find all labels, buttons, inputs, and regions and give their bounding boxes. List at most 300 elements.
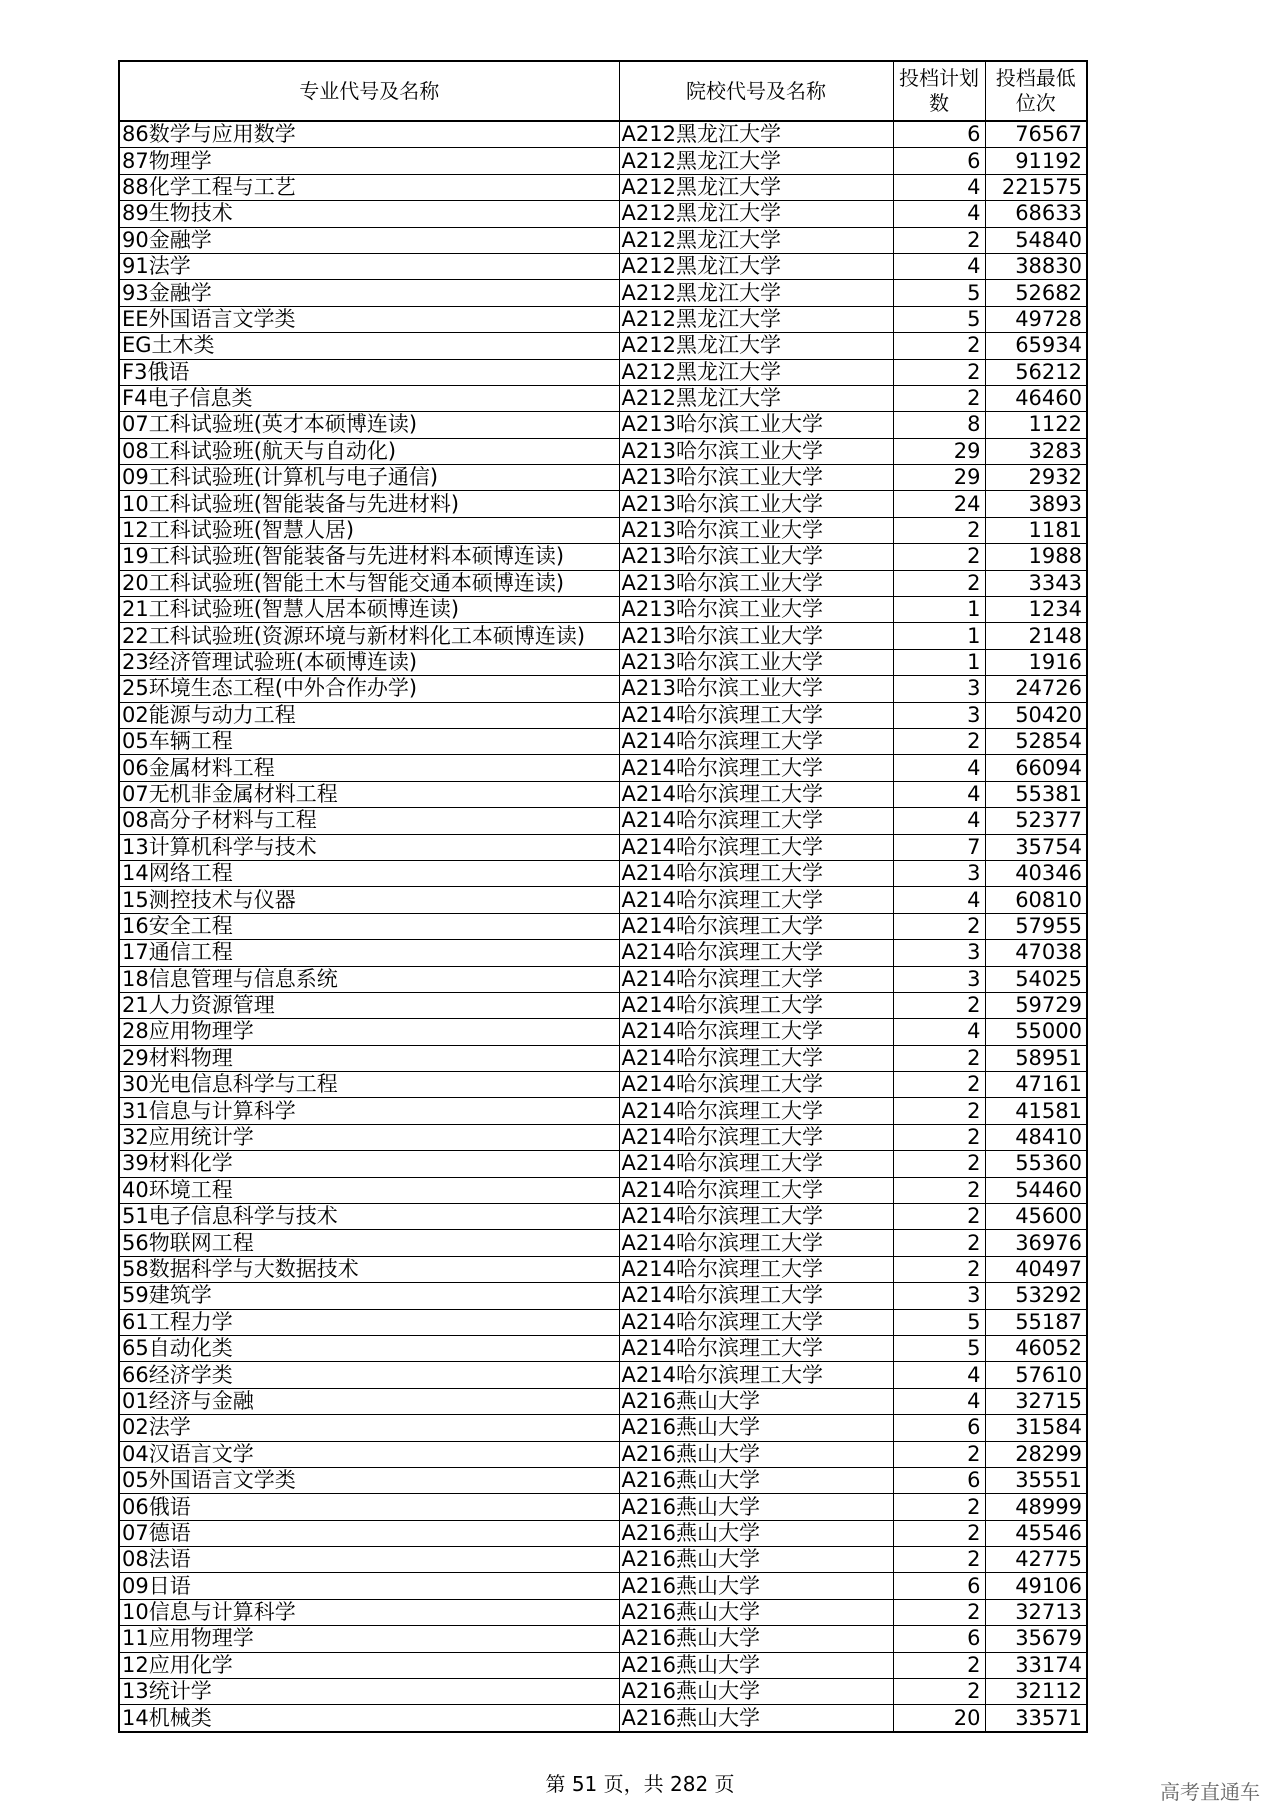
school-cell: A214哈尔滨理工大学 <box>619 966 893 992</box>
table-row <box>119 280 1087 306</box>
plan-count-cell: 3 <box>893 860 985 886</box>
school-cell: A214哈尔滨理工大学 <box>619 1256 893 1282</box>
min-rank-cell: 48999 <box>985 1494 1087 1520</box>
table-row <box>119 306 1087 332</box>
major-cell: 58数据科学与大数据技术 <box>119 1256 619 1282</box>
major-cell: 16安全工程 <box>119 913 619 939</box>
min-rank-cell: 40497 <box>985 1256 1087 1282</box>
plan-count-cell: 2 <box>893 728 985 754</box>
major-cell: 39材料化学 <box>119 1151 619 1177</box>
major-cell: F3俄语 <box>119 359 619 385</box>
school-cell: A214哈尔滨理工大学 <box>619 913 893 939</box>
school-cell: A214哈尔滨理工大学 <box>619 1362 893 1388</box>
major-cell: 18信息管理与信息系统 <box>119 966 619 992</box>
school-cell: A216燕山大学 <box>619 1547 893 1573</box>
plan-count-cell: 2 <box>893 1204 985 1230</box>
min-rank-cell: 41581 <box>985 1098 1087 1124</box>
school-cell: A214哈尔滨理工大学 <box>619 1045 893 1071</box>
min-rank-cell: 32713 <box>985 1599 1087 1625</box>
table-row <box>119 1256 1087 1282</box>
plan-count-cell: 2 <box>893 570 985 596</box>
school-cell: A214哈尔滨理工大学 <box>619 1019 893 1045</box>
table-row <box>119 227 1087 253</box>
major-cell: 14网络工程 <box>119 860 619 886</box>
school-cell: A214哈尔滨理工大学 <box>619 1124 893 1150</box>
table-row <box>119 1019 1087 1045</box>
plan-count-cell: 4 <box>893 1019 985 1045</box>
major-cell: 66经济学类 <box>119 1362 619 1388</box>
min-rank-cell: 55360 <box>985 1151 1087 1177</box>
min-rank-cell: 57610 <box>985 1362 1087 1388</box>
major-cell: 08高分子材料与工程 <box>119 808 619 834</box>
page-number: 第 51 页，共 282 页 <box>545 1772 735 1796</box>
table-row <box>119 1599 1087 1625</box>
table-row <box>119 1362 1087 1388</box>
plan-count-cell: 20 <box>893 1705 985 1732</box>
plan-count-cell: 6 <box>893 1415 985 1441</box>
major-cell: 51电子信息科学与技术 <box>119 1204 619 1230</box>
school-cell: A214哈尔滨理工大学 <box>619 755 893 781</box>
plan-count-cell: 2 <box>893 1547 985 1573</box>
major-cell: 02能源与动力工程 <box>119 702 619 728</box>
plan-count-cell: 2 <box>893 1124 985 1150</box>
plan-count-cell: 2 <box>893 1230 985 1256</box>
school-cell: A213哈尔滨工业大学 <box>619 517 893 543</box>
table-row <box>119 1705 1087 1732</box>
major-cell: 04汉语言文学 <box>119 1441 619 1467</box>
table-row <box>119 1573 1087 1599</box>
major-cell: 22工科试验班(资源环境与新材料化工本硕博连读) <box>119 623 619 649</box>
plan-count-cell: 5 <box>893 280 985 306</box>
school-cell: A214哈尔滨理工大学 <box>619 1335 893 1361</box>
major-cell: 59建筑学 <box>119 1283 619 1309</box>
min-rank-cell: 28299 <box>985 1441 1087 1467</box>
major-cell: 05车辆工程 <box>119 728 619 754</box>
school-cell: A214哈尔滨理工大学 <box>619 728 893 754</box>
min-rank-cell: 1916 <box>985 649 1087 675</box>
major-cell: 05外国语言文学类 <box>119 1467 619 1493</box>
min-rank-cell: 68633 <box>985 201 1087 227</box>
major-cell: 12应用化学 <box>119 1652 619 1678</box>
table-row <box>119 702 1087 728</box>
header-major: 专业代号及名称 <box>119 61 619 121</box>
major-cell: 30光电信息科学与工程 <box>119 1072 619 1098</box>
major-cell: 08法语 <box>119 1547 619 1573</box>
table-row <box>119 887 1087 913</box>
plan-count-cell: 2 <box>893 385 985 411</box>
min-rank-cell: 49728 <box>985 306 1087 332</box>
major-cell: 86数学与应用数学 <box>119 121 619 148</box>
min-rank-cell: 54460 <box>985 1177 1087 1203</box>
table-row <box>119 121 1087 148</box>
major-cell: 21人力资源管理 <box>119 992 619 1018</box>
min-rank-cell: 58951 <box>985 1045 1087 1071</box>
table-row <box>119 1124 1087 1150</box>
major-cell: 13统计学 <box>119 1679 619 1705</box>
table-body <box>119 121 1087 1732</box>
table-row <box>119 385 1087 411</box>
school-cell: A216燕山大学 <box>619 1388 893 1414</box>
plan-count-cell: 4 <box>893 755 985 781</box>
min-rank-cell: 47038 <box>985 940 1087 966</box>
school-cell: A212黑龙江大学 <box>619 306 893 332</box>
table-row <box>119 253 1087 279</box>
plan-count-cell: 2 <box>893 544 985 570</box>
header-min-rank: 投档最低位次 <box>985 61 1087 121</box>
school-cell: A216燕山大学 <box>619 1573 893 1599</box>
plan-count-cell: 6 <box>893 1573 985 1599</box>
table-row <box>119 808 1087 834</box>
plan-count-cell: 4 <box>893 201 985 227</box>
major-cell: F4电子信息类 <box>119 385 619 411</box>
plan-count-cell: 2 <box>893 992 985 1018</box>
plan-count-cell: 5 <box>893 1309 985 1335</box>
min-rank-cell: 3893 <box>985 491 1087 517</box>
min-rank-cell: 32112 <box>985 1679 1087 1705</box>
min-rank-cell: 35679 <box>985 1626 1087 1652</box>
table-row <box>119 755 1087 781</box>
min-rank-cell: 55000 <box>985 1019 1087 1045</box>
plan-count-cell: 3 <box>893 940 985 966</box>
plan-count-cell: 3 <box>893 702 985 728</box>
min-rank-cell: 60810 <box>985 887 1087 913</box>
major-cell: 19工科试验班(智能装备与先进材料本硕博连读) <box>119 544 619 570</box>
min-rank-cell: 38830 <box>985 253 1087 279</box>
table-row <box>119 834 1087 860</box>
plan-count-cell: 2 <box>893 1045 985 1071</box>
min-rank-cell: 49106 <box>985 1573 1087 1599</box>
school-cell: A213哈尔滨工业大学 <box>619 412 893 438</box>
school-cell: A214哈尔滨理工大学 <box>619 860 893 886</box>
major-cell: 15测控技术与仪器 <box>119 887 619 913</box>
table-row <box>119 597 1087 623</box>
major-cell: 93金融学 <box>119 280 619 306</box>
table-row <box>119 1230 1087 1256</box>
plan-count-cell: 2 <box>893 1256 985 1282</box>
major-cell: 40环境工程 <box>119 1177 619 1203</box>
table-row <box>119 1335 1087 1361</box>
plan-count-cell: 2 <box>893 1441 985 1467</box>
plan-count-cell: 3 <box>893 1283 985 1309</box>
header-plan-count: 投档计划数 <box>893 61 985 121</box>
school-cell: A216燕山大学 <box>619 1652 893 1678</box>
school-cell: A212黑龙江大学 <box>619 121 893 148</box>
table-row <box>119 174 1087 200</box>
major-cell: 32应用统计学 <box>119 1124 619 1150</box>
table-row <box>119 1467 1087 1493</box>
major-cell: 91法学 <box>119 253 619 279</box>
table-row <box>119 728 1087 754</box>
school-cell: A212黑龙江大学 <box>619 359 893 385</box>
major-cell: 87物理学 <box>119 148 619 174</box>
table-row <box>119 966 1087 992</box>
table-row <box>119 1072 1087 1098</box>
school-cell: A212黑龙江大学 <box>619 174 893 200</box>
plan-count-cell: 1 <box>893 649 985 675</box>
plan-count-cell: 6 <box>893 121 985 148</box>
school-cell: A214哈尔滨理工大学 <box>619 1230 893 1256</box>
major-cell: 02法学 <box>119 1415 619 1441</box>
major-cell: 01经济与金融 <box>119 1388 619 1414</box>
table-row <box>119 1309 1087 1335</box>
plan-count-cell: 2 <box>893 359 985 385</box>
plan-count-cell: 2 <box>893 1151 985 1177</box>
table-row <box>119 201 1087 227</box>
min-rank-cell: 45600 <box>985 1204 1087 1230</box>
table-row <box>119 992 1087 1018</box>
school-cell: A213哈尔滨工业大学 <box>619 623 893 649</box>
school-cell: A212黑龙江大学 <box>619 201 893 227</box>
min-rank-cell: 32715 <box>985 1388 1087 1414</box>
major-cell: 13计算机科学与技术 <box>119 834 619 860</box>
table-row <box>119 1098 1087 1124</box>
school-cell: A214哈尔滨理工大学 <box>619 940 893 966</box>
header-school: 院校代号及名称 <box>619 61 893 121</box>
table-row <box>119 544 1087 570</box>
school-cell: A212黑龙江大学 <box>619 148 893 174</box>
major-cell: 10工科试验班(智能装备与先进材料) <box>119 491 619 517</box>
min-rank-cell: 1122 <box>985 412 1087 438</box>
plan-count-cell: 2 <box>893 1494 985 1520</box>
school-cell: A216燕山大学 <box>619 1679 893 1705</box>
table-row <box>119 1177 1087 1203</box>
table-row <box>119 1441 1087 1467</box>
school-cell: A214哈尔滨理工大学 <box>619 834 893 860</box>
admission-table <box>118 60 1088 1733</box>
plan-count-cell: 5 <box>893 306 985 332</box>
school-cell: A216燕山大学 <box>619 1520 893 1546</box>
min-rank-cell: 36976 <box>985 1230 1087 1256</box>
plan-count-cell: 8 <box>893 412 985 438</box>
table-row <box>119 1283 1087 1309</box>
table-row <box>119 649 1087 675</box>
school-cell: A213哈尔滨工业大学 <box>619 570 893 596</box>
school-cell: A216燕山大学 <box>619 1599 893 1625</box>
school-cell: A213哈尔滨工业大学 <box>619 597 893 623</box>
plan-count-cell: 2 <box>893 1177 985 1203</box>
major-cell: 07工科试验班(英才本硕博连读) <box>119 412 619 438</box>
major-cell: 28应用物理学 <box>119 1019 619 1045</box>
plan-count-cell: 6 <box>893 1467 985 1493</box>
school-cell: A214哈尔滨理工大学 <box>619 992 893 1018</box>
plan-count-cell: 7 <box>893 834 985 860</box>
min-rank-cell: 33571 <box>985 1705 1087 1732</box>
table-row <box>119 940 1087 966</box>
school-cell: A213哈尔滨工业大学 <box>619 465 893 491</box>
school-cell: A214哈尔滨理工大学 <box>619 1098 893 1124</box>
table-row <box>119 1045 1087 1071</box>
school-cell: A216燕山大学 <box>619 1494 893 1520</box>
plan-count-cell: 2 <box>893 1679 985 1705</box>
min-rank-cell: 91192 <box>985 148 1087 174</box>
plan-count-cell: 4 <box>893 781 985 807</box>
min-rank-cell: 1181 <box>985 517 1087 543</box>
min-rank-cell: 56212 <box>985 359 1087 385</box>
min-rank-cell: 24726 <box>985 676 1087 702</box>
table-row <box>119 676 1087 702</box>
plan-count-cell: 4 <box>893 1388 985 1414</box>
school-cell: A212黑龙江大学 <box>619 333 893 359</box>
major-cell: EE外国语言文学类 <box>119 306 619 332</box>
min-rank-cell: 221575 <box>985 174 1087 200</box>
school-cell: A212黑龙江大学 <box>619 385 893 411</box>
school-cell: A214哈尔滨理工大学 <box>619 702 893 728</box>
major-cell: 10信息与计算科学 <box>119 1599 619 1625</box>
school-cell: A214哈尔滨理工大学 <box>619 1309 893 1335</box>
table-row <box>119 412 1087 438</box>
major-cell: 20工科试验班(智能土木与智能交通本硕博连读) <box>119 570 619 596</box>
school-cell: A212黑龙江大学 <box>619 280 893 306</box>
major-cell: 88化学工程与工艺 <box>119 174 619 200</box>
table-row <box>119 781 1087 807</box>
min-rank-cell: 35551 <box>985 1467 1087 1493</box>
plan-count-cell: 2 <box>893 913 985 939</box>
school-cell: A212黑龙江大学 <box>619 227 893 253</box>
school-cell: A213哈尔滨工业大学 <box>619 438 893 464</box>
major-cell: 89生物技术 <box>119 201 619 227</box>
major-cell: 14机械类 <box>119 1705 619 1732</box>
school-cell: A213哈尔滨工业大学 <box>619 649 893 675</box>
major-cell: 65自动化类 <box>119 1335 619 1361</box>
school-cell: A214哈尔滨理工大学 <box>619 1177 893 1203</box>
min-rank-cell: 2932 <box>985 465 1087 491</box>
plan-count-cell: 2 <box>893 1098 985 1124</box>
min-rank-cell: 42775 <box>985 1547 1087 1573</box>
table-row <box>119 1415 1087 1441</box>
school-cell: A213哈尔滨工业大学 <box>619 544 893 570</box>
min-rank-cell: 54840 <box>985 227 1087 253</box>
min-rank-cell: 35754 <box>985 834 1087 860</box>
major-cell: 56物联网工程 <box>119 1230 619 1256</box>
min-rank-cell: 76567 <box>985 121 1087 148</box>
min-rank-cell: 1234 <box>985 597 1087 623</box>
table-row <box>119 860 1087 886</box>
plan-count-cell: 2 <box>893 1599 985 1625</box>
major-cell: 06俄语 <box>119 1494 619 1520</box>
major-cell: 07无机非金属材料工程 <box>119 781 619 807</box>
plan-count-cell: 3 <box>893 966 985 992</box>
school-cell: A214哈尔滨理工大学 <box>619 1283 893 1309</box>
min-rank-cell: 59729 <box>985 992 1087 1018</box>
min-rank-cell: 55381 <box>985 781 1087 807</box>
table-row <box>119 1388 1087 1414</box>
major-cell: 61工程力学 <box>119 1309 619 1335</box>
major-cell: 31信息与计算科学 <box>119 1098 619 1124</box>
min-rank-cell: 52682 <box>985 280 1087 306</box>
plan-count-cell: 4 <box>893 253 985 279</box>
min-rank-cell: 46460 <box>985 385 1087 411</box>
plan-count-cell: 2 <box>893 517 985 543</box>
table-row <box>119 438 1087 464</box>
min-rank-cell: 3283 <box>985 438 1087 464</box>
major-cell: 07德语 <box>119 1520 619 1546</box>
table-row <box>119 570 1087 596</box>
school-cell: A214哈尔滨理工大学 <box>619 1151 893 1177</box>
table-row <box>119 1520 1087 1546</box>
min-rank-cell: 2148 <box>985 623 1087 649</box>
min-rank-cell: 3343 <box>985 570 1087 596</box>
table-row <box>119 913 1087 939</box>
plan-count-cell: 5 <box>893 1335 985 1361</box>
major-cell: EG土木类 <box>119 333 619 359</box>
major-cell: 09日语 <box>119 1573 619 1599</box>
plan-count-cell: 6 <box>893 148 985 174</box>
school-cell: A216燕山大学 <box>619 1705 893 1732</box>
table-row <box>119 1626 1087 1652</box>
min-rank-cell: 57955 <box>985 913 1087 939</box>
plan-count-cell: 2 <box>893 1520 985 1546</box>
school-cell: A214哈尔滨理工大学 <box>619 1204 893 1230</box>
plan-count-cell: 2 <box>893 227 985 253</box>
table-row <box>119 333 1087 359</box>
min-rank-cell: 45546 <box>985 1520 1087 1546</box>
school-cell: A216燕山大学 <box>619 1467 893 1493</box>
school-cell: A212黑龙江大学 <box>619 253 893 279</box>
major-cell: 23经济管理试验班(本硕博连读) <box>119 649 619 675</box>
school-cell: A214哈尔滨理工大学 <box>619 887 893 913</box>
min-rank-cell: 1988 <box>985 544 1087 570</box>
min-rank-cell: 50420 <box>985 702 1087 728</box>
major-cell: 06金属材料工程 <box>119 755 619 781</box>
min-rank-cell: 54025 <box>985 966 1087 992</box>
major-cell: 08工科试验班(航天与自动化) <box>119 438 619 464</box>
major-cell: 17通信工程 <box>119 940 619 966</box>
plan-count-cell: 2 <box>893 1072 985 1098</box>
plan-count-cell: 24 <box>893 491 985 517</box>
school-cell: A216燕山大学 <box>619 1441 893 1467</box>
table-row <box>119 359 1087 385</box>
table-row <box>119 491 1087 517</box>
table-row <box>119 1204 1087 1230</box>
table-header <box>119 61 1087 121</box>
plan-count-cell: 3 <box>893 676 985 702</box>
table-row <box>119 1652 1087 1678</box>
table-row <box>119 1151 1087 1177</box>
watermark: 高考直通车 <box>1160 1780 1260 1804</box>
plan-count-cell: 29 <box>893 465 985 491</box>
school-cell: A214哈尔滨理工大学 <box>619 781 893 807</box>
major-cell: 25环境生态工程(中外合作办学) <box>119 676 619 702</box>
school-cell: A213哈尔滨工业大学 <box>619 676 893 702</box>
min-rank-cell: 66094 <box>985 755 1087 781</box>
plan-count-cell: 1 <box>893 597 985 623</box>
min-rank-cell: 40346 <box>985 860 1087 886</box>
plan-count-cell: 4 <box>893 808 985 834</box>
min-rank-cell: 31584 <box>985 1415 1087 1441</box>
table-row <box>119 1494 1087 1520</box>
plan-count-cell: 29 <box>893 438 985 464</box>
major-cell: 21工科试验班(智慧人居本硕博连读) <box>119 597 619 623</box>
table-row <box>119 148 1087 174</box>
major-cell: 11应用物理学 <box>119 1626 619 1652</box>
school-cell: A216燕山大学 <box>619 1626 893 1652</box>
plan-count-cell: 2 <box>893 333 985 359</box>
plan-count-cell: 4 <box>893 1362 985 1388</box>
school-cell: A216燕山大学 <box>619 1415 893 1441</box>
plan-count-cell: 2 <box>893 1652 985 1678</box>
plan-count-cell: 4 <box>893 174 985 200</box>
min-rank-cell: 46052 <box>985 1335 1087 1361</box>
min-rank-cell: 52854 <box>985 728 1087 754</box>
table-row <box>119 1679 1087 1705</box>
plan-count-cell: 4 <box>893 887 985 913</box>
table-row <box>119 623 1087 649</box>
major-cell: 12工科试验班(智慧人居) <box>119 517 619 543</box>
major-cell: 09工科试验班(计算机与电子通信) <box>119 465 619 491</box>
school-cell: A214哈尔滨理工大学 <box>619 1072 893 1098</box>
table-row <box>119 1547 1087 1573</box>
min-rank-cell: 47161 <box>985 1072 1087 1098</box>
